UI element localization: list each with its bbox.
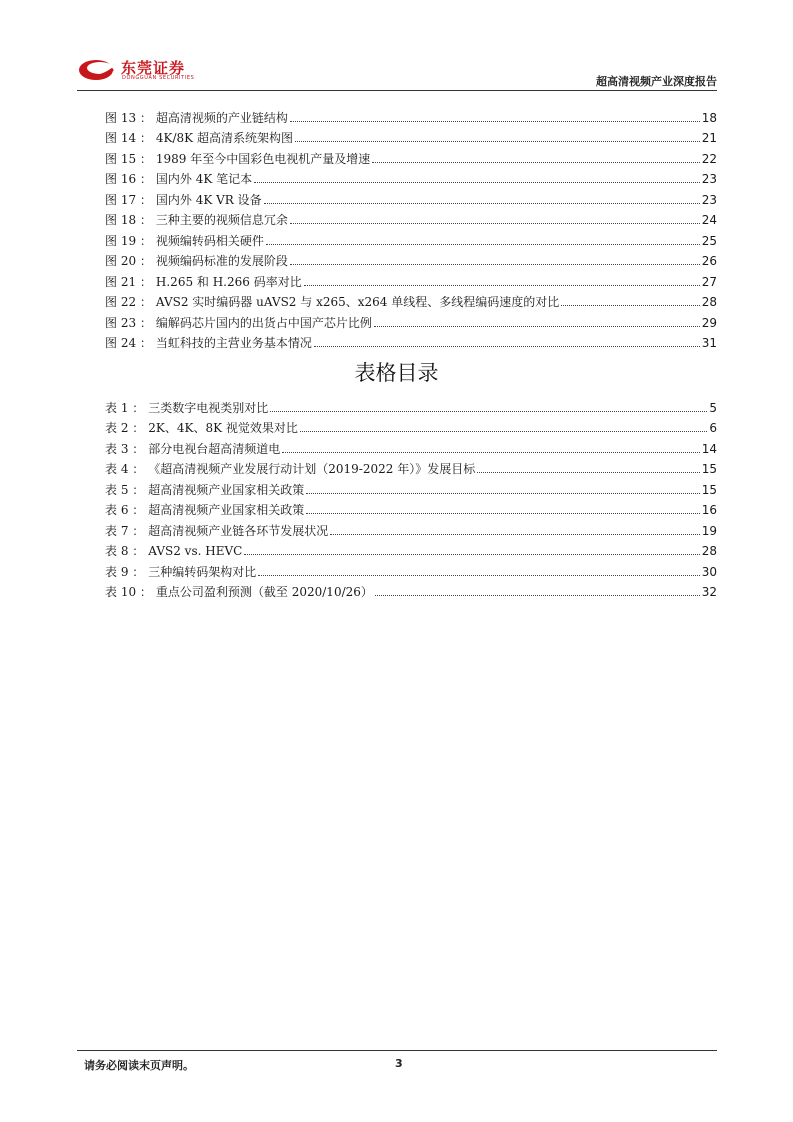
dot-leader bbox=[258, 575, 699, 576]
entry-page-number[interactable]: 15 bbox=[701, 482, 717, 497]
entry-label: 表 4 ： bbox=[105, 462, 145, 476]
dot-leader bbox=[306, 513, 699, 514]
entry-label: 表 6 ： bbox=[105, 503, 145, 517]
figure-index-entry[interactable] bbox=[105, 105, 717, 126]
table-index-entry[interactable] bbox=[105, 416, 717, 437]
dot-leader bbox=[477, 472, 700, 473]
entry-title[interactable]: 超高清视频产业链各环节发展状况 bbox=[148, 523, 329, 538]
entry-page-number[interactable]: 28 bbox=[701, 295, 717, 309]
entry-label: 表 3 ： bbox=[105, 441, 145, 456]
dot-leader bbox=[372, 162, 699, 163]
dot-leader bbox=[290, 264, 700, 265]
entry-title[interactable]: 视频编转码相关硬件 bbox=[155, 233, 264, 248]
entry-page-number[interactable]: 25 bbox=[701, 233, 717, 248]
logo-chinese-name: 东莞证券 bbox=[121, 59, 186, 77]
dot-leader bbox=[295, 141, 700, 142]
entry-title[interactable]: 超高清视频的产业链结构 bbox=[155, 110, 288, 125]
entry-page-number[interactable]: 28 bbox=[701, 544, 717, 558]
table-index-entry[interactable] bbox=[105, 457, 717, 478]
entry-label: 图 16 ： bbox=[105, 172, 152, 186]
entry-label: 表 1 ： bbox=[105, 400, 145, 415]
entry-page-number[interactable]: 14 bbox=[701, 441, 717, 456]
page-number: 3 bbox=[395, 1057, 403, 1070]
report-title: 超高清视频产业深度报告 bbox=[596, 75, 717, 88]
dot-leader bbox=[266, 244, 700, 245]
entry-page-number[interactable]: 24 bbox=[701, 213, 717, 227]
entry-label: 表 8 ： bbox=[105, 544, 145, 558]
entry-page-number[interactable]: 16 bbox=[701, 503, 717, 517]
dot-leader bbox=[254, 182, 700, 183]
entry-page-number[interactable]: 15 bbox=[701, 462, 717, 476]
entry-label: 图 19 ： bbox=[105, 233, 152, 248]
entry-label: 图 15 ： bbox=[105, 151, 152, 166]
table-index-entry[interactable] bbox=[105, 580, 717, 601]
entry-title[interactable]: AVS2 vs. HEVC bbox=[148, 544, 243, 558]
entry-title[interactable]: 国内外 4K VR 设备 bbox=[155, 192, 262, 207]
dot-leader bbox=[300, 431, 707, 432]
header-divider bbox=[77, 90, 717, 91]
disclaimer-note: 请务必阅读末页声明。 bbox=[84, 1059, 194, 1072]
dot-leader bbox=[270, 411, 707, 412]
entry-page-number[interactable]: 23 bbox=[701, 192, 717, 207]
entry-title[interactable]: H.265 和 H.266 码率对比 bbox=[155, 274, 302, 289]
dot-leader bbox=[304, 285, 700, 286]
dot-leader bbox=[374, 326, 700, 327]
entry-label: 图 20 ： bbox=[105, 254, 152, 268]
dot-leader bbox=[282, 452, 699, 453]
figure-index-entry[interactable] bbox=[105, 269, 717, 290]
entry-label: 图 18 ： bbox=[105, 213, 152, 227]
table-index-entry[interactable] bbox=[105, 498, 717, 519]
entry-page-number[interactable]: 26 bbox=[701, 254, 717, 268]
entry-title[interactable]: 重点公司盈利预测（截至 2020/10/26） bbox=[155, 585, 373, 599]
dot-leader bbox=[314, 346, 700, 347]
dot-leader bbox=[290, 223, 700, 224]
figure-index-entry[interactable] bbox=[105, 290, 717, 311]
figure-index-entry[interactable] bbox=[105, 310, 717, 331]
entry-title[interactable]: 视频编码标准的发展阶段 bbox=[155, 254, 288, 268]
table-index-entry[interactable] bbox=[105, 395, 717, 416]
dot-leader bbox=[306, 493, 699, 494]
dot-leader bbox=[561, 305, 699, 306]
entry-page-number[interactable]: 27 bbox=[701, 274, 717, 289]
entry-label: 图 23 ： bbox=[105, 315, 152, 330]
entry-page-number[interactable]: 22 bbox=[701, 151, 717, 166]
entry-page-number[interactable]: 23 bbox=[701, 172, 717, 186]
table-index-list bbox=[105, 395, 717, 600]
entry-title[interactable]: 《超高清视频产业发展行动计划（2019-2022 年）》发展目标 bbox=[148, 462, 476, 476]
entry-title[interactable]: 1989 年至今中国彩色电视机产量及增速 bbox=[155, 151, 371, 166]
entry-label: 表 5 ： bbox=[105, 482, 145, 497]
entry-label: 图 22 ： bbox=[105, 295, 152, 309]
dot-leader bbox=[264, 203, 700, 204]
figure-index-entry[interactable] bbox=[105, 208, 717, 229]
entry-label: 图 17 ： bbox=[105, 192, 152, 207]
entry-title[interactable]: 部分电视台超高清频道电 bbox=[148, 441, 281, 456]
entry-title[interactable]: AVS2 实时编码器 uAVS2 与 x265、x264 单线程、多线程编码速度的对比 bbox=[155, 295, 560, 309]
entry-page-number[interactable]: 18 bbox=[701, 110, 717, 125]
figure-index-entry[interactable] bbox=[105, 249, 717, 270]
entry-title[interactable]: 4K/8K 超高清系统架构图 bbox=[155, 131, 293, 145]
entry-title[interactable]: 当虹科技的主营业务基本情况 bbox=[155, 336, 312, 350]
company-logo bbox=[77, 55, 217, 87]
entry-label: 图 13 ： bbox=[105, 110, 152, 125]
entry-label: 图 14 ： bbox=[105, 131, 152, 145]
entry-page-number[interactable]: 29 bbox=[701, 315, 717, 330]
entry-page-number[interactable]: 21 bbox=[701, 131, 717, 145]
entry-title[interactable]: 超高清视频产业国家相关政策 bbox=[148, 503, 305, 517]
figure-index-list bbox=[105, 105, 717, 351]
entry-label: 图 21 ： bbox=[105, 274, 152, 289]
dot-leader bbox=[330, 534, 699, 535]
figure-index-entry[interactable] bbox=[105, 331, 717, 352]
entry-label: 表 7 ： bbox=[105, 523, 145, 538]
entry-page-number[interactable]: 30 bbox=[701, 564, 717, 579]
entry-page-number[interactable]: 32 bbox=[701, 585, 717, 599]
dot-leader bbox=[290, 121, 700, 122]
figure-index-entry[interactable] bbox=[105, 146, 717, 167]
entry-title[interactable]: 国内外 4K 笔记本 bbox=[155, 172, 253, 186]
figure-index-entry[interactable] bbox=[105, 187, 717, 208]
logo-swoosh-icon bbox=[77, 55, 119, 83]
entry-title[interactable]: 2K、4K、8K 视觉效果对比 bbox=[148, 421, 298, 435]
entry-title[interactable]: 三类数字电视类别对比 bbox=[148, 400, 269, 415]
tables-index-heading: 表格目录 bbox=[354, 361, 439, 385]
entry-page-number[interactable]: 31 bbox=[701, 336, 717, 350]
dot-leader bbox=[244, 554, 699, 555]
entry-label: 表 9 ： bbox=[105, 564, 145, 579]
table-index-entry[interactable] bbox=[105, 436, 717, 457]
entry-title[interactable]: 编解码芯片国内的出货占中国产芯片比例 bbox=[155, 315, 372, 330]
entry-page-number[interactable]: 6 bbox=[709, 421, 717, 435]
entry-label: 图 24 ： bbox=[105, 336, 152, 350]
footer-divider bbox=[77, 1050, 717, 1051]
figure-index-entry[interactable] bbox=[105, 126, 717, 147]
dot-leader bbox=[375, 595, 700, 596]
entry-title[interactable]: 三种编转码架构对比 bbox=[148, 564, 257, 579]
entry-title[interactable]: 三种主要的视频信息冗余 bbox=[155, 213, 288, 227]
figure-index-entry[interactable] bbox=[105, 228, 717, 249]
figure-index-entry[interactable] bbox=[105, 167, 717, 188]
entry-page-number[interactable]: 19 bbox=[701, 523, 717, 538]
entry-title[interactable]: 超高清视频产业国家相关政策 bbox=[148, 482, 305, 497]
table-index-entry[interactable] bbox=[105, 477, 717, 498]
table-index-entry[interactable] bbox=[105, 518, 717, 539]
entry-label: 表 10 ： bbox=[105, 585, 152, 599]
entry-label: 表 2 ： bbox=[105, 421, 145, 435]
logo-english-name: DONGGUAN SECURITIES bbox=[122, 75, 195, 81]
page-header bbox=[77, 52, 717, 90]
table-index-entry[interactable] bbox=[105, 539, 717, 560]
table-index-entry[interactable] bbox=[105, 559, 717, 580]
entry-page-number[interactable]: 5 bbox=[709, 400, 717, 415]
